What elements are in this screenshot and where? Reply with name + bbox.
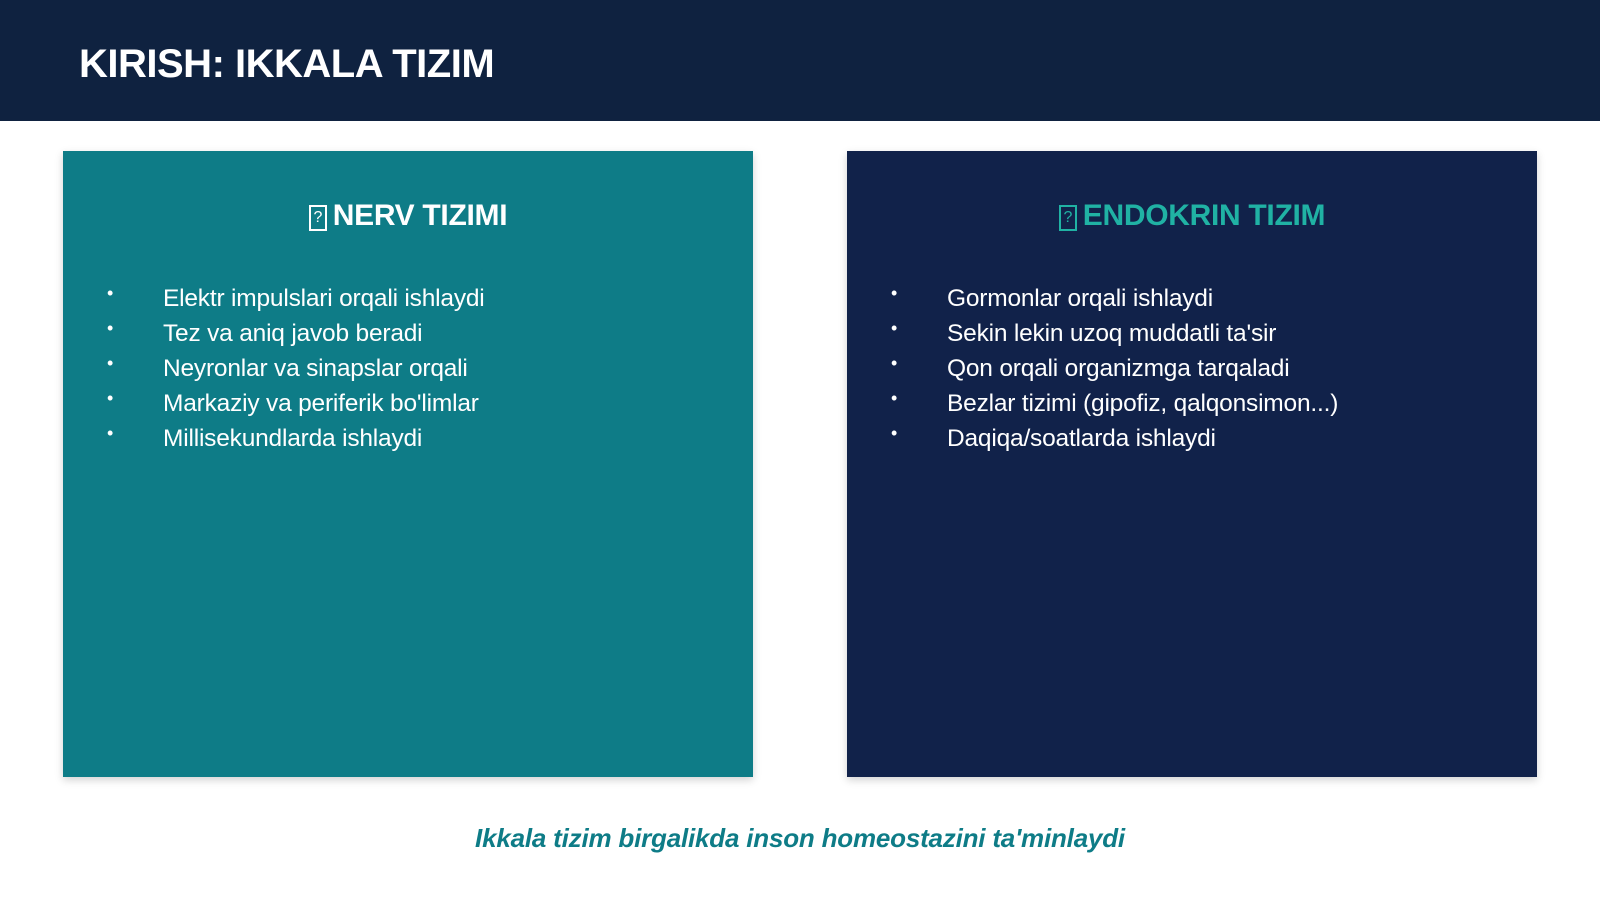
list-item [847, 351, 1537, 386]
bullet-icon: • [890, 353, 898, 373]
list-item-text: Tez va aniq javob beradi [163, 320, 423, 347]
nervous-system-title [63, 197, 753, 235]
list-item [63, 281, 753, 316]
list-item [63, 421, 753, 456]
list-item [63, 316, 753, 351]
list-item-text: Markaziy va periferik bo'limlar [163, 390, 479, 417]
homeostasis-note: Ikkala tizim birgalikda inson homeostazini ta'minlaydi [475, 823, 1125, 853]
nervous-system-title-text: NERV TIZIMI [332, 199, 508, 232]
missing-glyph-icon: ? [309, 205, 327, 231]
bullet-icon: • [106, 353, 114, 373]
list-item-text: Daqiqa/soatlarda ishlaydi [947, 425, 1216, 452]
bullet-icon: • [890, 388, 898, 408]
list-item [63, 386, 753, 421]
bullet-icon: • [106, 318, 114, 338]
slide-title: KIRISH: IKKALA TIZIM [79, 42, 495, 86]
list-item [847, 421, 1537, 456]
endocrine-system-title-text: ENDOKRIN TIZIM [1082, 199, 1326, 232]
bullet-icon: • [890, 318, 898, 338]
list-item-text: Elektr impulslari orqali ishlaydi [163, 285, 485, 312]
bullet-icon: • [106, 388, 114, 408]
bullet-icon: • [106, 423, 114, 443]
nervous-system-panel [63, 151, 753, 777]
list-item-text: Millisekundlarda ishlaydi [163, 425, 423, 452]
list-item-text: Bezlar tizimi (gipofiz, qalqonsimon...) [947, 390, 1339, 417]
endocrine-system-title [847, 197, 1537, 235]
list-item [63, 351, 753, 386]
endocrine-system-list [847, 281, 1537, 456]
slide-header [0, 0, 1600, 121]
list-item-text: Neyronlar va sinapslar orqali [163, 355, 468, 382]
endocrine-system-panel [847, 151, 1537, 777]
nervous-system-list [63, 281, 753, 456]
list-item-text: Qon orqali organizmga tarqaladi [947, 355, 1290, 382]
bullet-icon: • [890, 283, 898, 303]
list-item-text: Sekin lekin uzoq muddatli ta'sir [947, 320, 1277, 347]
missing-glyph-icon: ? [1059, 205, 1077, 231]
bullet-icon: • [890, 423, 898, 443]
list-item [847, 281, 1537, 316]
list-item-text: Gormonlar orqali ishlaydi [947, 285, 1213, 312]
list-item [847, 316, 1537, 351]
list-item [847, 386, 1537, 421]
bullet-icon: • [106, 283, 114, 303]
